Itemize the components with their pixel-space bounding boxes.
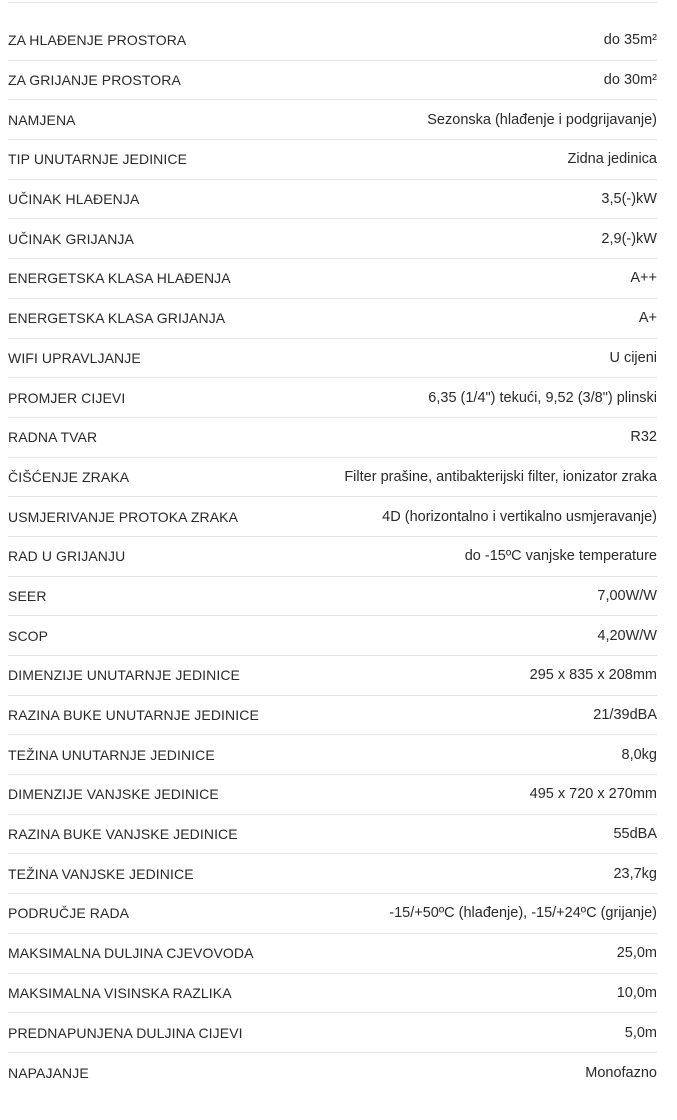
spec-row [8, 497, 657, 537]
spec-value: 21/39dBA [593, 707, 657, 724]
top-divider [8, 2, 657, 3]
spec-value: do 30m² [603, 72, 657, 89]
spec-value: Sezonska (hlađenje i podgrijavanje) [427, 111, 657, 128]
spec-row [8, 21, 657, 61]
spec-row [8, 854, 657, 894]
spec-row [8, 735, 657, 775]
spec-label: RAZINA BUKE UNUTARNJE JEDINICE [8, 707, 259, 724]
spec-label: TIP UNUTARNJE JEDINICE [8, 151, 188, 168]
spec-label: ZA HLAĐENJE PROSTORA [8, 32, 187, 49]
spec-row [8, 537, 657, 577]
spec-label: RADNA TVAR [8, 429, 98, 446]
spec-row [8, 458, 657, 498]
spec-row [8, 259, 657, 299]
spec-label: DIMENZIJE VANJSKE JEDINICE [8, 786, 219, 803]
spec-label: ČIŠĆENJE ZRAKA [8, 468, 130, 485]
spec-value: 8,0kg [621, 746, 657, 763]
spec-label: ZA GRIJANJE PROSTORA [8, 72, 181, 89]
spec-value: 295 x 835 x 208mm [529, 667, 657, 684]
spec-value: -15/+50ºC (hlađenje), -15/+24ºC (grijanje) [389, 905, 657, 922]
spec-row [8, 299, 657, 339]
spec-row [8, 577, 657, 617]
spec-row [8, 378, 657, 418]
spec-label: SEER [8, 587, 47, 604]
spec-row [8, 180, 657, 220]
spec-value: 6,35 (1/4") tekući, 9,52 (3/8") plinski [428, 389, 657, 406]
spec-label: WIFI UPRAVLJANJE [8, 349, 141, 366]
spec-value: 23,7kg [613, 865, 657, 882]
spec-value: 7,00W/W [597, 587, 657, 604]
spec-label: ENERGETSKA KLASA HLAĐENJA [8, 270, 231, 287]
spec-row [8, 100, 657, 140]
spec-row [8, 894, 657, 934]
spec-row [8, 934, 657, 974]
spec-label: UČINAK GRIJANJA [8, 230, 134, 247]
spec-label: NAMJENA [8, 111, 76, 128]
spec-row [8, 140, 657, 180]
spec-row [8, 1053, 657, 1093]
spec-value: do 35m² [603, 32, 657, 49]
spec-label: TEŽINA VANJSKE JEDINICE [8, 865, 194, 882]
spec-value: 5,0m [624, 1024, 657, 1041]
spec-row [8, 339, 657, 379]
spec-value: 55dBA [613, 826, 657, 843]
spec-value: 495 x 720 x 270mm [529, 786, 657, 803]
spec-label: UČINAK HLAĐENJA [8, 191, 140, 208]
spec-row [8, 656, 657, 696]
spec-row [8, 974, 657, 1014]
spec-row [8, 418, 657, 458]
spec-value: 10,0m [616, 984, 657, 1001]
spec-row [8, 696, 657, 736]
spec-label: NAPAJANJE [8, 1064, 89, 1081]
spec-label: MAKSIMALNA DULJINA CJEVOVODA [8, 945, 254, 962]
spec-value: U cijeni [609, 349, 657, 366]
spec-row [8, 775, 657, 815]
spec-value: A++ [630, 270, 657, 287]
spec-label: ENERGETSKA KLASA GRIJANJA [8, 310, 226, 327]
spec-value: Zidna jedinica [567, 151, 657, 168]
spec-label: PREDNAPUNJENA DULJINA CIJEVI [8, 1024, 243, 1041]
spec-value: 25,0m [616, 945, 657, 962]
spec-value: 4D (horizontalno i vertikalno usmjeravanje) [382, 508, 657, 525]
spec-row [8, 1013, 657, 1053]
spec-label: PODRUČJE RADA [8, 905, 130, 922]
spec-value: 3,5(-)kW [601, 191, 657, 208]
spec-label: DIMENZIJE UNUTARNJE JEDINICE [8, 667, 240, 684]
spec-value: 2,9(-)kW [601, 230, 657, 247]
spec-label: USMJERIVANJE PROTOKA ZRAKA [8, 508, 239, 525]
spec-label: SCOP [8, 627, 49, 644]
spec-value: do -15ºC vanjske temperature [464, 548, 657, 565]
spec-value: R32 [630, 429, 657, 446]
spec-label: RAD U GRIJANJU [8, 548, 126, 565]
spec-row [8, 815, 657, 855]
spec-row [8, 61, 657, 101]
spec-value: A+ [638, 310, 657, 327]
spec-value: Monofazno [585, 1064, 657, 1081]
spec-row [8, 616, 657, 656]
spec-label: PROMJER CIJEVI [8, 389, 126, 406]
spec-rows [0, 21, 657, 1093]
spec-value: Filter prašine, antibakterijski filter, ionizator zraka [344, 468, 657, 485]
spec-row [8, 219, 657, 259]
spec-value: 4,20W/W [597, 627, 657, 644]
spec-label: MAKSIMALNA VISINSKA RAZLIKA [8, 984, 232, 1001]
spec-label: RAZINA BUKE VANJSKE JEDINICE [8, 826, 238, 843]
spec-label: TEŽINA UNUTARNJE JEDINICE [8, 746, 215, 763]
